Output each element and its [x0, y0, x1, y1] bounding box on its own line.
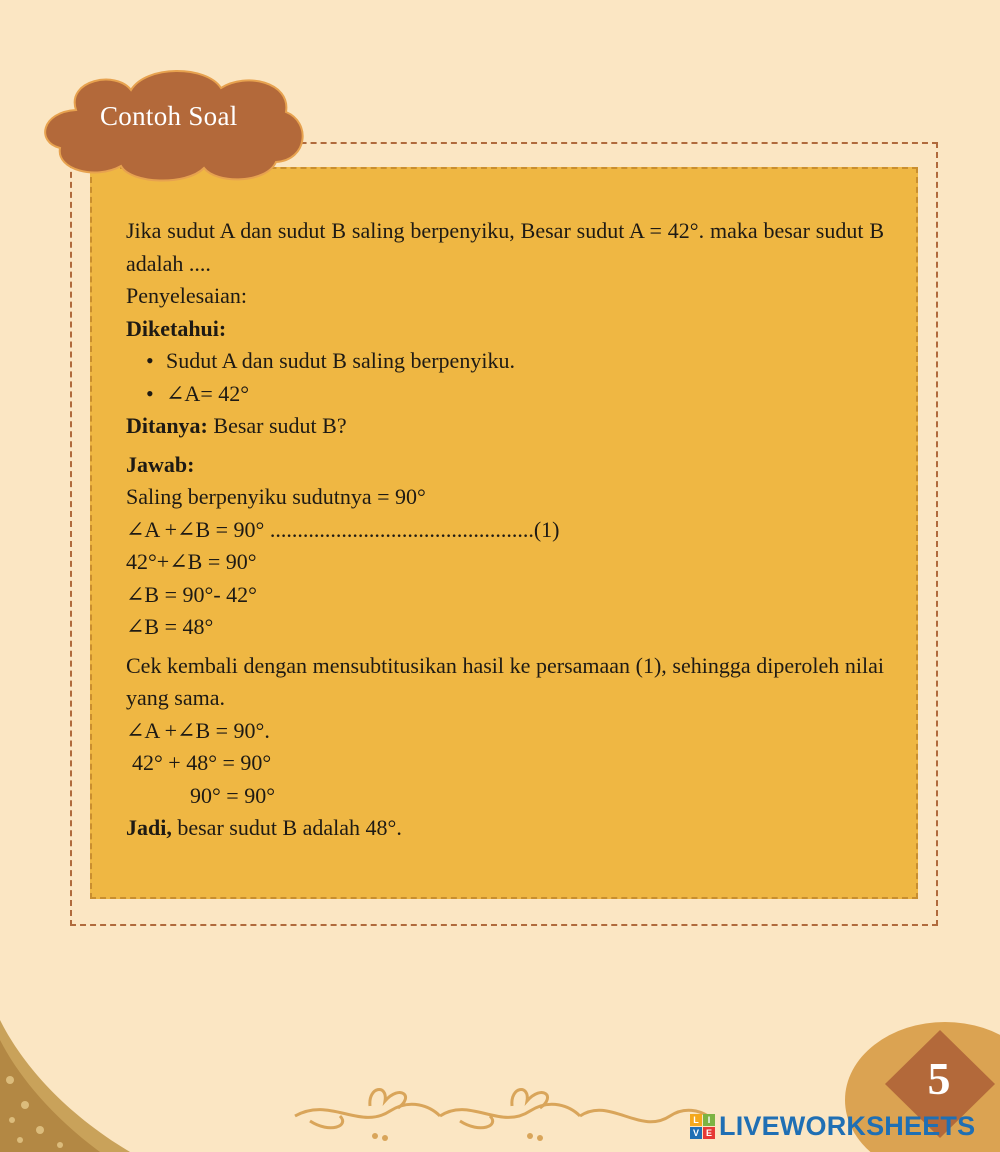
list-item: • Sudut A dan sudut B saling berpenyiku. — [126, 345, 884, 378]
asked-line — [126, 410, 884, 443]
brand-watermark — [690, 1111, 975, 1141]
check-step-line: 42° + 48° = 90° — [132, 750, 272, 775]
step-line: 42°+∠B = 90° — [126, 549, 257, 574]
conclusion-label: Jadi, — [126, 815, 172, 840]
brand-text: LIVEWORKSHEETS — [719, 1110, 976, 1141]
conclusion-line — [126, 812, 884, 845]
step-line: Saling berpenyiku sudutnya = 90° — [126, 484, 426, 509]
badge-title: Contoh Soal — [100, 101, 238, 131]
list-item: • ∠A= 42° — [126, 378, 884, 411]
asked-label: Ditanya: — [126, 413, 208, 438]
solution-label: Penyelesaian: — [126, 283, 247, 308]
brand-logo-icon: L I V E — [690, 1114, 715, 1139]
decorative-corner-icon — [0, 1020, 130, 1152]
answer-label: Jawab: — [126, 451, 195, 477]
step-line: ∠B = 90°- 42° — [126, 581, 257, 607]
problem-content — [126, 215, 884, 845]
page-number: 5 — [927, 1053, 951, 1104]
check-step-line: ∠A +∠B = 90°. — [126, 717, 270, 743]
known-label: Diketahui: — [126, 315, 227, 341]
conclusion-text: besar sudut B adalah 48°. — [171, 815, 402, 840]
ornament-divider-icon — [290, 1076, 710, 1146]
step-line: ∠A +∠B = 90° ................................................(1) — [126, 516, 560, 542]
question-text: Jika sudut A dan sudut B saling berpenyiku, Besar sudut A = 42°. maka besar sudut B adalah .... — [126, 218, 884, 276]
check-step-line: 90° = 90° — [190, 782, 276, 808]
check-text: Cek kembali dengan mensubtitusikan hasil ke persamaan (1), sehingga diperoleh nilai yang sama. — [126, 652, 884, 710]
asked-text: Besar sudut B? — [207, 413, 347, 438]
step-line: ∠B = 48° — [126, 614, 214, 639]
known-list — [126, 345, 884, 410]
